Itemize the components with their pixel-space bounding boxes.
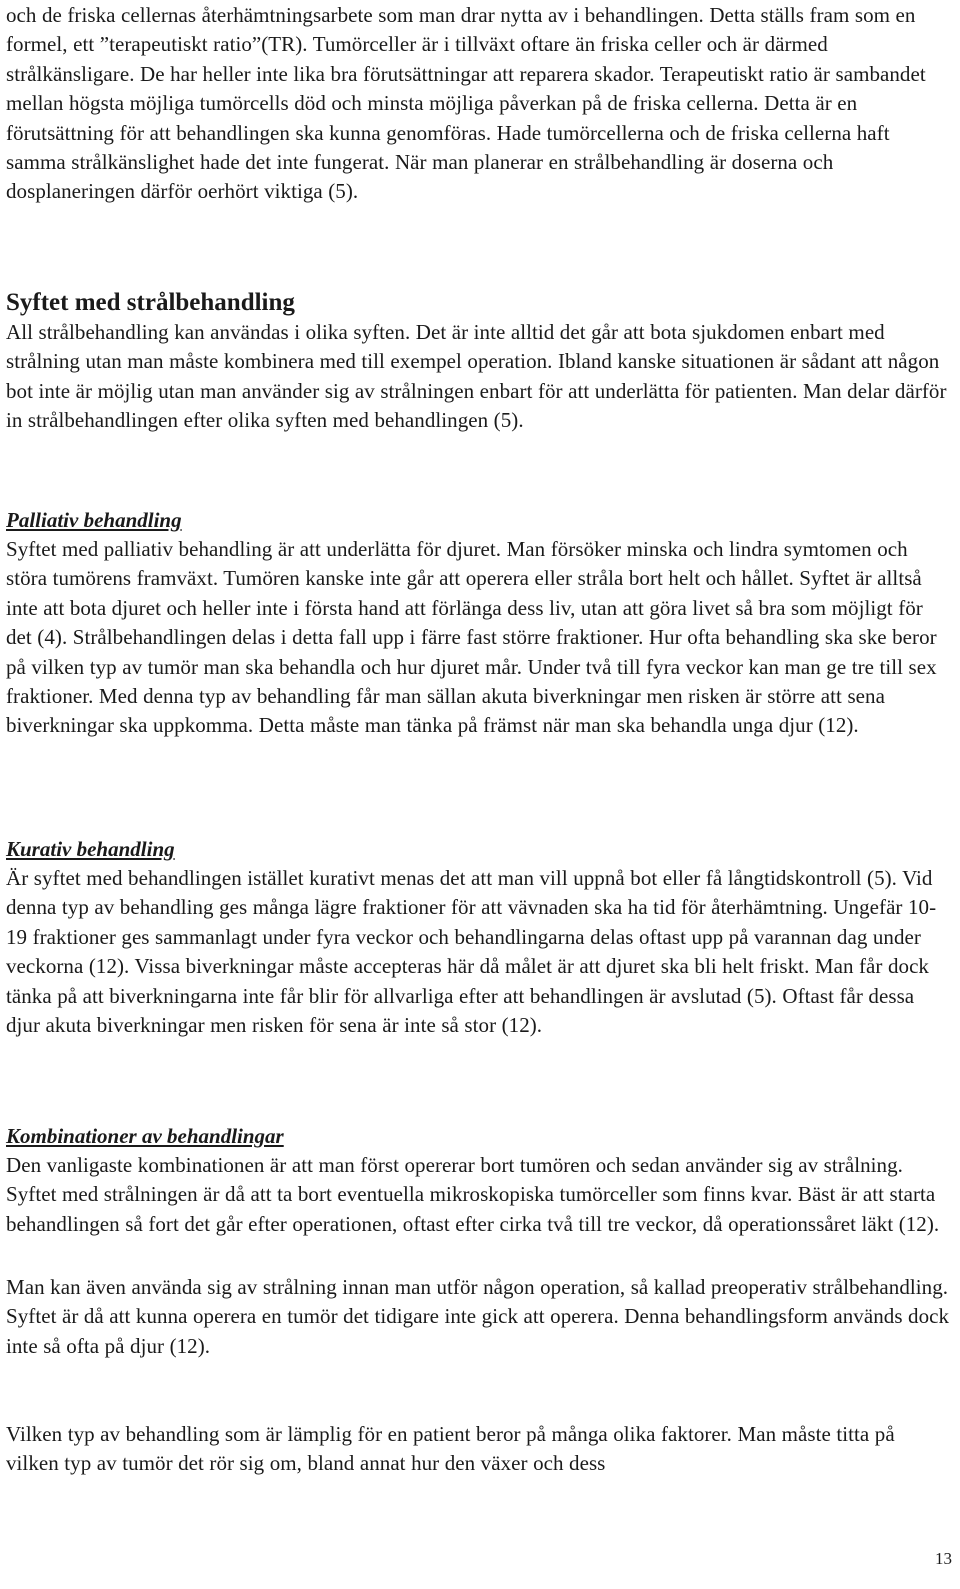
combination-paragraph-1-block (6, 1151, 950, 1239)
page-number: 13 (935, 1549, 952, 1568)
palliative-paragraph-block (6, 535, 950, 741)
combination-paragraph-1: Den vanligaste kombinationen är att man först opererar bort tumören och sedan använder sig av strålning. Syftet med strålningen är då att ta bort eventuella mikroskopiska tumörceller som finns kvar. Bäst är att starta behandlingen så fort det går efter operationen, oftast efter cirka två till tre veckor, då operationssåret läkt (12). (6, 1153, 940, 1236)
palliative-title: Palliativ behandling (6, 508, 182, 532)
curative-paragraph-block (6, 864, 950, 1040)
closing-paragraph: Vilken typ av behandling som är lämplig för en patient beror på många olika faktorer. Man måste titta på vilken typ av tumör det rör sig om, bland annat hur den växer och dess (6, 1422, 895, 1476)
intro-paragraph: och de friska cellernas återhämtningsarbete som man drar nytta av i behandlingen. Detta ställs fram som en formel, ett ”terapeutiskt ratio”(TR). Tumörceller är i tillväxt oftare än friska celler och är därmed strålkänsligare. De har heller inte lika bra förutsättningar att reparera skador. Terapeutiskt ratio är sambandet mellan högsta möjliga tumörcells död och minsta möjliga påverkan på de friska cellerna. Detta är en förutsättning för att behandlingen ska kunna genomföras. Hade tumörcellerna och de friska cellerna haft samma strålkänslighet hade det inte fungerat. När man planerar en strålbehandling är doserna och dosplaneringen därför oerhört viktiga (5). (6, 3, 926, 204)
section-paragraph: All strålbehandling kan användas i olika syften. Det är inte alltid det går att bota sjukdomen enbart med strålning utan man måste kombinera med till exempel operation. Ibland kanske situationen är sådant att någon bot inte är möjlig utan man använder sig av strålningen enbart för att underlätta för patienten. Man delar därför in strålbehandlingen efter olika syften med behandlingen (5). (6, 320, 947, 433)
section-title: Syftet med strålbehandling (6, 289, 295, 316)
curative-title: Kurativ behandling (6, 837, 175, 861)
palliative-paragraph: Syftet med palliativ behandling är att underlätta för djuret. Man försöker minska och lindra symtomen och störa tumörens framväxt. Tumören kanske inte går att operera eller stråla bort helt och hållet. Syftet är alltså inte att bota djuret och heller inte i första hand att förlänga dess liv, utan att göra livet så bra som möjligt för det (4). Strålbehandlingen delas i detta fall upp i färre fast större fraktioner. Hur ofta behandling ska ske beror på vilken typ av tumör man ska behandla och hur djuret mår. Under två till fyra veckor kan man ge tre till sex fraktioner. Med denna typ av behandling får man sällan akuta biverkningar men risken är större att sena biverkningar ska uppkomma. Detta måste man tänka på främst när man ska behandla unga djur (12). (6, 537, 937, 738)
section-paragraph-block (6, 318, 950, 436)
combination-title: Kombinationer av behandlingar (6, 1124, 284, 1148)
intro-paragraph-block (6, 1, 950, 207)
curative-paragraph: Är syftet med behandlingen istället kurativt menas det att man vill uppnå bot eller få långtidskontroll (5). Vid denna typ av behandling ges många lägre fraktioner för att vävnaden ska ha tid för återhämtning. Ungefär 10-19 fraktioner ges sammanlagt under fyra veckor och behandlingarna delas oftast upp på varannan dag under veckorna (12). Vissa biverkningar måste accepteras här då målet är att djuret ska bli helt friskt. Man får dock tänka på att biverkningarna inte får blir för allvarliga efter att behandlingen är avslutad (5). Oftast får dessa djur akuta biverkningar men risken för sena är inte så stor (12). (6, 866, 937, 1038)
combination-paragraph-2-block (6, 1273, 950, 1361)
combination-paragraph-2: Man kan även använda sig av strålning innan man utför någon operation, så kallad preoperativ strålbehandling. Syftet är då att kunna operera en tumör det tidigare inte gick att operera. Denna behandlingsform används dock inte så ofta på djur (12). (6, 1275, 950, 1358)
closing-paragraph-block (6, 1420, 950, 1479)
